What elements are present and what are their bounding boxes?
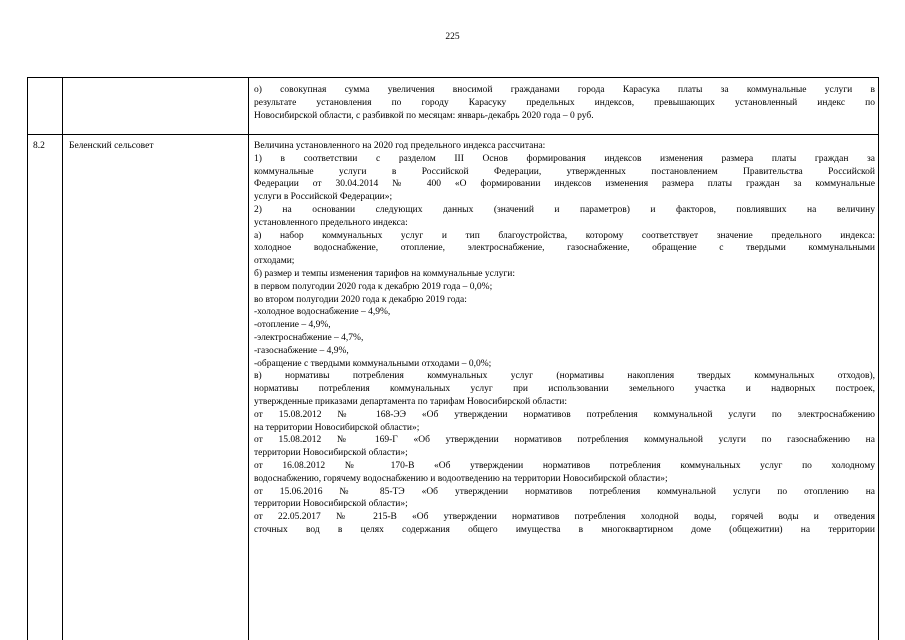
text-line: в) нормативы потребления коммунальных услуг (нормативы накопления твердых коммунальных отходов), bbox=[254, 371, 875, 382]
text-line: -отопление – 4,9%, bbox=[254, 320, 331, 331]
text-line: -электроснабжение – 4,7%, bbox=[254, 332, 364, 343]
text-line: от 15.06.2016 № 85-ТЭ «Об утверждении нормативов потребления коммунальной услуги по отоплению на bbox=[254, 486, 875, 497]
text-line: от 22.05.2017 № 215-В «Об утверждении нормативов потребления холодной воды, горячей воды и отведения bbox=[254, 512, 875, 523]
text-line: -обращение с твердыми коммунальными отходами – 0,0%; bbox=[254, 358, 492, 369]
text-line: 1) в соответствии с разделом III Основ формирования индексов изменения размера платы граждан за bbox=[254, 153, 875, 164]
text-line: на территории Новосибирской области»; bbox=[254, 422, 420, 433]
text-line: сточных вод в целях содержания общего имущества в многоквартирном доме (общежитии) на территории bbox=[254, 524, 875, 535]
text-line: отходами; bbox=[254, 256, 295, 267]
table-border-top bbox=[27, 77, 879, 78]
text-line: 2) на основании следующих данных (значений и параметров) и факторов, повлиявших на величину bbox=[254, 204, 875, 215]
text-line: нормативы потребления коммунальных услуг при использовании земельного участка и надворных построек, bbox=[254, 384, 875, 395]
text-line: водоснабжению, горячему водоснабжению и водоотведению на территории Новосибирской области»; bbox=[254, 473, 668, 484]
main-row-text bbox=[254, 140, 875, 537]
text-line: утвержденные приказами департамента по тарифам Новосибирской области: bbox=[254, 396, 567, 407]
text-line: результате установления по городу Карасуку предельных индексов, превышающих установленный индекс по bbox=[254, 97, 875, 108]
text-line: во втором полугодии 2020 года к декабрю 2019 года: bbox=[254, 294, 467, 305]
text-line: о) совокупная сумма увеличения вносимой гражданами города Карасука платы за коммунальные услуги в bbox=[254, 85, 875, 95]
text-line: Величина установленного на 2020 год предельного индекса рассчитана: bbox=[254, 141, 546, 151]
table-border-left bbox=[27, 77, 28, 640]
prev-row-text bbox=[254, 84, 875, 122]
text-line: Новосибирской области, с разбивкой по месяцам: январь-декабрь 2020 года – 0 руб. bbox=[254, 110, 594, 121]
text-line: б) размер и темпы изменения тарифов на коммунальные услуги: bbox=[254, 268, 515, 279]
column-divider-2 bbox=[248, 77, 249, 640]
table-border-right bbox=[878, 77, 879, 640]
row-number: 8.2 bbox=[33, 141, 45, 151]
text-line: в первом полугодии 2020 года к декабрю 2019 года – 0,0%; bbox=[254, 281, 493, 292]
document-table bbox=[27, 77, 879, 640]
text-line: от 15.08.2012 № 168-ЭЭ «Об утверждении нормативов потребления коммунальной услуги по электроснабжению bbox=[254, 409, 875, 420]
row-divider bbox=[27, 134, 879, 135]
text-line: от 15.08.2012 № 169-Г «Об утверждении нормативов потребления коммунальной услуги по газоснабжению на bbox=[254, 435, 875, 446]
column-divider-1 bbox=[62, 77, 63, 640]
page-number: 225 bbox=[445, 32, 460, 42]
text-line: -газоснабжение – 4,9%, bbox=[254, 345, 349, 356]
text-line: территории Новосибирской области»; bbox=[254, 499, 408, 510]
settlement-name: Беленский сельсовет bbox=[69, 141, 154, 151]
text-line: а) набор коммунальных услуг и тип благоустройства, которому соответствует значение предельного индекса: bbox=[254, 230, 875, 241]
text-line: коммунальные услуги в Российской Федерации, утвержденных постановлением Правительства Российской bbox=[254, 166, 875, 177]
text-line: холодное водоснабжение, отопление, электроснабжение, газоснабжение, обращение с твердыми коммунальными bbox=[254, 243, 875, 254]
text-line: услуги в Российской Федерации»; bbox=[254, 192, 393, 203]
text-line: от 16.08.2012 № 170-В «Об утверждении нормативов потребления коммунальных услуг по холодному bbox=[254, 460, 875, 471]
text-line: территории Новосибирской области»; bbox=[254, 448, 408, 459]
text-line: Федерации от 30.04.2014 № 400 «О формировании индексов изменения размера платы граждан за коммунальные bbox=[254, 179, 875, 190]
text-line: установленного предельного индекса: bbox=[254, 217, 408, 228]
text-line: -холодное водоснабжение – 4,9%, bbox=[254, 307, 391, 318]
